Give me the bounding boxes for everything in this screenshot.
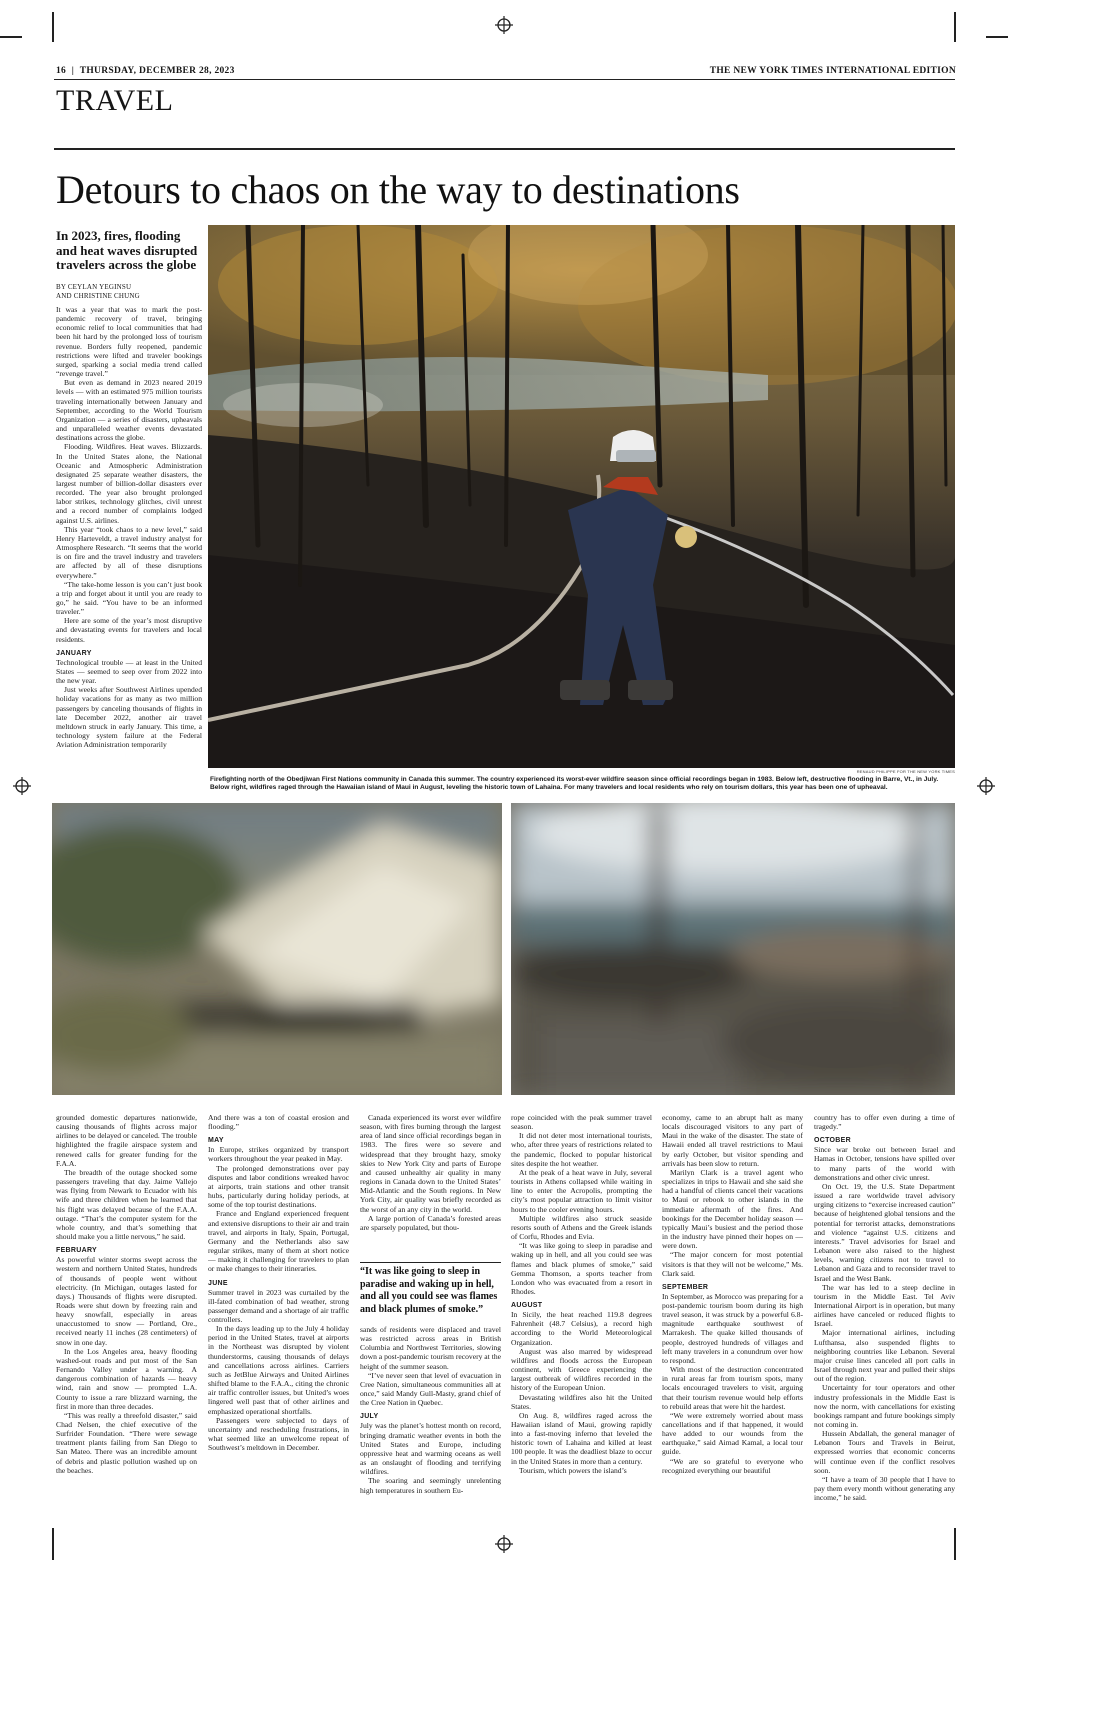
- section-subhead: FEBRUARY: [56, 1247, 98, 1255]
- body-paragraph: sands of residents were displaced and travel was restricted across areas in British Columbia and Northwest Territories, slowing down a post-pandemic tourism recovery at the height of the summer season.: [360, 1325, 501, 1371]
- body-paragraph: “This was really a threefold disaster,” said Chad Nelsen, the chief executive of the Surfrider Foundation. “There were sewage treatment plants failing from San Diego to San Mateo. There was an incredible amount of debris and plastic pollution washed up on the beaches.: [56, 1410, 197, 1475]
- section-subhead: JUNE: [208, 1279, 228, 1287]
- body-paragraph: In the days leading up to the July 4 holiday period in the United States, travel at airports in the Northeast was disrupted by violent thunderstorms, causing thousands of delays and cancellations across airlines. Carriers such as JetBlue Airways and United Airlines shifted blame to the F.A.A., citing the chronic air traffic controller issues, but United’s woes lingered well past that of other airlines and emphasized operational shortfalls.: [208, 1324, 349, 1416]
- body-paragraph: It did not deter most international tourists, who, after three years of restrictions related to the pandemic, flocked to popular historical sites despite the hot weather.: [511, 1131, 652, 1168]
- body-paragraph: And there was a ton of coastal erosion and flooding.”: [208, 1113, 349, 1132]
- section-subhead: JANUARY: [56, 649, 92, 657]
- crop-mark: [52, 1528, 54, 1560]
- body-paragraph: Canada experienced its worst ever wildfire season, with fires burning through the largest area of land since official recordings began in 1983. The fires were so severe and widespread that they brought hazy, smoky skies to New York City and parts of Europe and caused unhealthy air quality in many regions in Canada down to the United States’ Mid-Atlantic and the South regions. In New York City, air quality was briefly recorded as the worst of an any city in the world.: [360, 1113, 501, 1214]
- body-paragraph: economy, came to an abrupt halt as many locals discouraged visitors to any part of Maui in the wake of the disaster. The state of Hawaii ended all travel restrictions to Maui by early October, but visitor spending and arrivals has been slow to return.: [662, 1113, 803, 1168]
- body-paragraph: It was a year that was to mark the post-pandemic recovery of travel, bringing economic relief to local communities that had been hit hard by the prolonged loss of tourism revenue. Borders fully reopened, pandemic restrictions were lifted and traveler bookings surged, sparking a social media trend called “revenge travel.”: [56, 305, 202, 379]
- article-column: [208, 1113, 349, 1528]
- body-paragraph: Technological trouble — at least in the United States — seemed to seep over from 2022 into the new year.: [56, 657, 202, 686]
- registration-mark-icon: [13, 777, 31, 795]
- body-paragraph: Hussein Abdallah, the general manager of Lebanon Tours and Travels in Beirut, expressed worries that economic concerns will continue even if the conflict resolves soon.: [814, 1429, 955, 1475]
- body-paragraph: Major international airlines, including Lufthansa, also suspended flights to neighboring countries like Lebanon. Several major cruise lines canceled all port calls in Israel through next year and pulled their ships out of the region.: [814, 1328, 955, 1384]
- body-paragraph: In the Los Angeles area, heavy flooding washed-out roads and put most of the San Fernando Valley under a warning. A dangerous combination of hazards — heavy wind, rain and snow — prompted L.A. County to issue a rare blizzard warning, the first in more than three decades.: [56, 1346, 197, 1411]
- maui-photo-image: [511, 803, 955, 1095]
- body-paragraph: France and England experienced frequent and extensive disruptions to their air and train travel, and airports in Italy, Spain, Portugal, Germany and the Netherlands also saw regular strikes, many of them at short notice — making it challenging for travelers to plan or make changes to their itineraries.: [208, 1209, 349, 1274]
- folio-rule: [54, 79, 955, 80]
- body-paragraph: Since war broke out between Israel and Hamas in October, tensions have spilled over to many parts of the world with demonstrations and other civic unrest.: [814, 1145, 955, 1182]
- section-subhead: SEPTEMBER: [662, 1283, 709, 1291]
- photo-caption: Firefighting north of the Obedjiwan First Nations community in Canada this summer. The country experienced its worst-ever wildfire season since official recordings began in 1983. Below left, destructive flooding in Barre, Vt., in July. Below right, wildfires raged through the Hawaiian island of Maui in August, leveling the historic town of Lahaina. For many travelers and local residents who rely on tourism dollars, this year has been one of upheaval.: [210, 776, 939, 792]
- deck: In 2023, fires, flooding and heat waves disrupted travelers across the globe: [56, 228, 198, 272]
- registration-mark-icon: [495, 1535, 513, 1553]
- main-photo: [208, 225, 955, 768]
- body-paragraph: “It was like going to sleep in paradise and waking up in hell, and all you could see was flames and black plumes of smoke,” said Gemma Thomson, a sports teacher from London who was evacuated from a resort in Rhodes.: [511, 1241, 652, 1296]
- pull-quote-rule: [360, 1262, 501, 1263]
- body-paragraph: “We are so grateful to everyone who recognized everything our beautiful: [662, 1456, 803, 1475]
- body-paragraph: “The major concern for most potential visitors is that they will not be welcome,” Ms. Clark said.: [662, 1250, 803, 1278]
- headline: Detours to chaos on the way to destinations: [56, 167, 740, 212]
- section-subhead: OCTOBER: [814, 1137, 851, 1145]
- body-paragraph: Just weeks after Southwest Airlines upended holiday vacations for as many as two million passengers by canceling thousands of flights in late December 2022, another air travel meltdown struck in early January. This time, a technology system failure at the Federal Aviation Administration temporarily: [56, 685, 202, 750]
- pull-quote: “It was like going to sleep in paradise and waking up in hell, and all you could see was flames and black plumes of smoke.”: [360, 1266, 498, 1315]
- crop-mark: [954, 1528, 956, 1560]
- section-subhead: AUGUST: [511, 1302, 543, 1310]
- body-paragraph: But even as demand in 2023 neared 2019 levels — with an estimated 975 million tourists traveling internationally between January and September, according to the World Tourism Organization — a series of disasters, upheavals and unparalleled weather events devastated destinations across the globe.: [56, 378, 202, 443]
- body-paragraph: At the peak of a heat wave in July, several tourists in Athens collapsed while waiting in line to enter the Acropolis, prompting the city’s most popular attraction to limit visitor hours to the cooler evening hours.: [511, 1167, 652, 1214]
- section-subhead: JULY: [360, 1413, 379, 1421]
- body-paragraph: Devastating wildfires also hit the United States.: [511, 1392, 652, 1411]
- article-column: [814, 1113, 955, 1528]
- crop-mark: [0, 36, 22, 38]
- body-paragraph: The war has led to a steep decline in tourism in the Middle East. Tel Aviv International Airport is in operation, but many airlines have canceled or reduced flights to Israel.: [814, 1282, 955, 1329]
- byline: [56, 283, 202, 301]
- body-paragraph: “We were extremely worried about mass cancellations and if that happened, it would have added to our wounds from the earthquake,” said Aimad Kamal, a local tour guide.: [662, 1410, 803, 1457]
- body-paragraph: The breadth of the outage shocked some passengers traveling that day. Jaime Vallejo was flying from Newark to Ecuador with his wife and three children when he learned that his flight was delayed because of the F.A.A. outage. “That’s the computer system for the whole country, and that’s something that should make you a little nervous,” he said.: [56, 1167, 197, 1242]
- body-paragraph: Tourism, which powers the island’s: [519, 1465, 627, 1475]
- body-paragraph: The soaring and seemingly unrelenting high temperatures in southern Eu-: [360, 1476, 501, 1495]
- body-paragraph: In September, as Morocco was preparing for a post-pandemic tourism boom during its high travel season, it was struck by a powerful 6.8-magnitude earthquake southwest of Marrakesh. The quake killed thousands of people, destroyed hundreds of villages and left many travelers in a conundrum over how to respond.: [662, 1291, 803, 1365]
- section-rule: [54, 148, 955, 150]
- body-paragraph: Passengers were subjected to days of uncertainty and rescheduling frustrations, in what seemed like an unwelcome repeat of Southwest’s meltdown in December.: [208, 1415, 349, 1453]
- page-number: 16: [56, 66, 67, 76]
- issue-date: THURSDAY, DECEMBER 28, 2023: [79, 66, 235, 76]
- body-paragraph: “I have a team of 30 people that I have to pay them every month without generating any income,” he said.: [814, 1474, 955, 1503]
- body-paragraph: On Oct. 19, the U.S. State Department issued a rare worldwide travel advisory urging citizens to “exercise increased caution” because of heightened global tensions and the potential for terrorist attacks, demonstrations and violence “against U.S. citizens and interests.” Travel advisories for Israel and Lebanon were also raised to the highest levels, warning citizens not to travel to Lebanon and Gaza and to reconsider travel to Israel and the West Bank.: [814, 1181, 955, 1283]
- article-column: [511, 1113, 652, 1528]
- body-paragraph: Marilyn Clark is a travel agent who specializes in trips to Hawaii and she said she had a handful of clients cancel their vacations to Maui or rebook to other islands in the immediate aftermath of the fires. And bookings for the December holiday season — typically Maui’s busiest and the period those in the industry have pinned their hopes on — were down.: [662, 1167, 803, 1251]
- article-column: [56, 305, 202, 803]
- flood-photo: [52, 803, 502, 1095]
- body-paragraph: “The take-home lesson is you can’t just book a trip and forget about it until you are ready to go,” he said. “You have to be an informed traveler.”: [56, 579, 202, 617]
- article-column: [360, 1113, 501, 1255]
- body-paragraph: The prolonged demonstrations over pay disputes and labor conditions wreaked havoc at airports, train stations and other transit hubs, particularly during holiday periods, at some of the top tourist destinations.: [208, 1163, 349, 1210]
- edition-name: THE NEW YORK TIMES INTERNATIONAL EDITION: [709, 66, 956, 76]
- article-column: [56, 1113, 197, 1528]
- body-paragraph: As powerful winter storms swept across the western and northern United States, hundreds of thousands of people went without electricity. (In Michigan, outages lasted for days.) Thousands of flights were disrupted. Roads were shut down by freezing rain and heavy snowfall, especially in areas unaccustomed to snow — Portland, Ore., received nearly 11 inches (28 centimeters) of snow in one day.: [56, 1255, 197, 1347]
- body-paragraph: Flooding. Wildfires. Heat waves. Blizzards. In the United States alone, the National Oceanic and Atmospheric Administration designated 25 separate weather disasters, the largest number of billion-dollar disasters ever recorded. The year also brought prolonged labor strikes, technology glitches, civil unrest and a record number of complaints lodged against U.S. airlines.: [56, 442, 202, 525]
- body-paragraph: Uncertainty for tour operators and other industry professionals in the Middle East is now the norm, with cancellations for existing bookings rampant and future bookings simply not coming in.: [814, 1383, 955, 1429]
- crop-mark: [986, 36, 1008, 38]
- firefighter-photo: [208, 225, 955, 768]
- body-paragraph: grounded domestic departures nationwide, causing thousands of flights across major airlines to be delayed or canceled. The trouble highlighted the fragile airspace system and renewed calls for greater funding for the F.A.A.: [56, 1113, 197, 1168]
- body-paragraph: Multiple wildfires also struck seaside resorts south of Athens and the Greek islands of Corfu, Rhodes and Evia.: [511, 1213, 652, 1242]
- body-paragraph: Summer travel in 2023 was curtailed by the ill-fated combination of bad weather, strong passenger demand and a shortage of air traffic controllers.: [208, 1287, 349, 1324]
- body-paragraph: August was also marred by widespread wildfires and floods across the European continent, with Greece experiencing the largest outbreak of wildfires recorded in the history of the European Union.: [511, 1346, 652, 1393]
- byline-line: AND CHRISTINE CHUNG: [56, 292, 140, 300]
- section-subhead: MAY: [208, 1137, 224, 1145]
- article-column: [360, 1325, 501, 1528]
- flood-photo-image: [52, 803, 502, 1095]
- byline-line: BY CEYLAN YEGINSU: [56, 283, 132, 291]
- body-paragraph: In Sicily, the heat reached 119.8 degrees Fahrenheit (48.7 Celsius), a record high according to the World Meteorological Organization.: [511, 1310, 652, 1347]
- section-name: TRAVEL: [56, 84, 174, 117]
- body-paragraph: A large portion of Canada’s forested areas are sparsely populated, but thou-: [360, 1213, 501, 1232]
- article-column: [662, 1113, 803, 1528]
- crop-mark: [954, 12, 956, 42]
- registration-mark-icon: [495, 16, 513, 34]
- photo-credit: RENAUD PHILIPPE FOR THE NEW YORK TIMES: [856, 769, 955, 774]
- folio-left: 16 | THURSDAY, DECEMBER 28, 2023: [56, 66, 235, 76]
- body-paragraph: country has to offer even during a time of tragedy.”: [814, 1113, 955, 1132]
- body-paragraph: On Aug. 8, wildfires raged across the Hawaiian island of Maui, growing rapidly into a fast-moving inferno that leveled the historic town of Lahaina and killed at least 100 people. It was the deadliest blaze to occur in the United States in more than a century.: [511, 1410, 652, 1466]
- body-paragraph: With most of the destruction concentrated in rural areas far from tourism spots, many locals encouraged travelers to visit, arguing that their tourism revenue would help efforts to rebuild areas that were hit the hardest.: [662, 1365, 803, 1411]
- body-paragraph: rope coincided with the peak summer travel season.: [511, 1113, 652, 1132]
- registration-mark-icon: [977, 777, 995, 795]
- body-paragraph: July was the planet’s hottest month on record, bringing dramatic weather events in both the United States and Europe, including oppressive heat and warming oceans as well as an onslaught of flooding and terrifying wildfires.: [360, 1421, 501, 1477]
- body-paragraph: Here are some of the year’s most disruptive and devastating events for travelers and local residents.: [56, 616, 202, 644]
- body-paragraph: “I’ve never seen that level of evacuation in Cree Nation, simultaneous communities all at once,” said Mandy Gull-Masty, grand chief of the Cree Nation in Quebec.: [360, 1370, 501, 1408]
- body-paragraph: This year “took chaos to a new level,” said Henry Harteveldt, a travel industry analyst for Atmosphere Research. “It seems that the world is on fire and the travel industry and travelers are affected by all of these disruptions everywhere.”: [56, 524, 202, 580]
- maui-photo: [511, 803, 955, 1095]
- body-paragraph: In Europe, strikes organized by transport workers throughout the year peaked in May.: [208, 1145, 349, 1164]
- crop-mark: [52, 12, 54, 42]
